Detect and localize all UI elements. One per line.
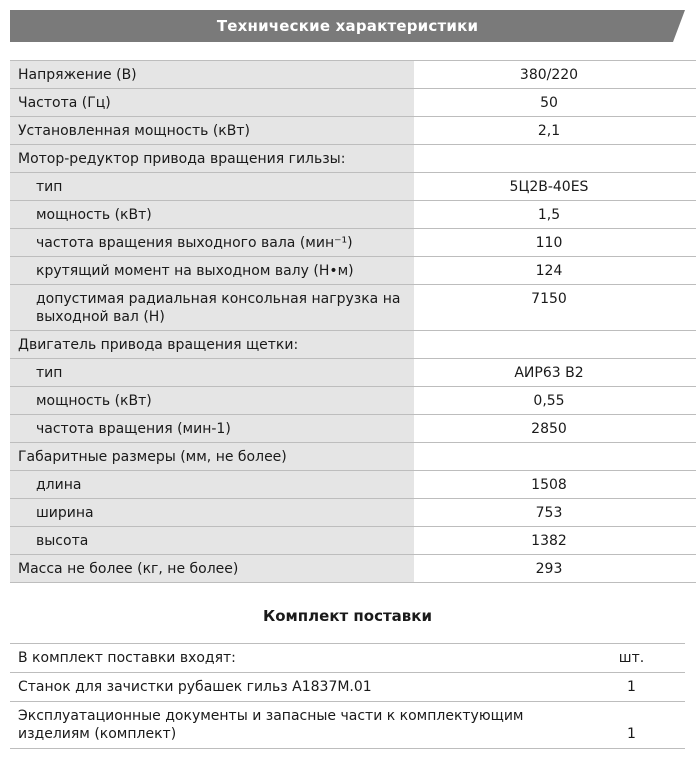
- kit-row: [10, 673, 685, 702]
- spec-label: частота вращения (мин-1): [10, 415, 414, 443]
- kit-header-qty: шт.: [578, 644, 685, 673]
- spec-row: [10, 89, 696, 117]
- spec-value: 110: [414, 229, 696, 257]
- spec-value: [414, 145, 696, 173]
- spec-value: 293: [414, 555, 696, 583]
- spec-value: [414, 331, 696, 359]
- spec-label: допустимая радиальная консольная нагрузка на выходной вал (Н): [10, 285, 414, 331]
- spec-row: [10, 173, 696, 201]
- kit-header-row: [10, 644, 685, 673]
- spec-label: частота вращения выходного вала (мин⁻¹): [10, 229, 414, 257]
- spec-label: высота: [10, 527, 414, 555]
- spec-label: длина: [10, 471, 414, 499]
- spec-value: 1382: [414, 527, 696, 555]
- spec-label: Установленная мощность (кВт): [10, 117, 414, 145]
- spec-row: [10, 229, 696, 257]
- kit-item-label: Станок для зачистки рубашек гильз А1837М.01: [10, 673, 578, 702]
- spec-value: 753: [414, 499, 696, 527]
- spec-label: Мотор-редуктор привода вращения гильзы:: [10, 145, 414, 173]
- spec-value: 7150: [414, 285, 696, 331]
- kit-item-qty: 1: [578, 673, 685, 702]
- spec-value: 2,1: [414, 117, 696, 145]
- spec-row: [10, 61, 696, 89]
- spec-row: [10, 285, 696, 331]
- spec-label: мощность (кВт): [10, 387, 414, 415]
- spec-value: 1,5: [414, 201, 696, 229]
- spec-row: [10, 555, 696, 583]
- spec-value: 380/220: [414, 61, 696, 89]
- spec-label: Напряжение (В): [10, 61, 414, 89]
- spec-value: 1508: [414, 471, 696, 499]
- spec-row: [10, 201, 696, 229]
- spec-value: 50: [414, 89, 696, 117]
- spec-label: крутящий момент на выходном валу (Н•м): [10, 257, 414, 285]
- specs-table: [10, 60, 696, 583]
- section-title: Технические характеристики: [216, 17, 479, 35]
- kit-table: [10, 643, 685, 749]
- spec-value: [414, 443, 696, 471]
- spec-value: 5Ц2В-40ES: [414, 173, 696, 201]
- kit-header-label: В комплект поставки входят:: [10, 644, 578, 673]
- spec-row: [10, 331, 696, 359]
- spec-row: [10, 443, 696, 471]
- spec-row: [10, 145, 696, 173]
- kit-title: Комплект поставки: [262, 607, 432, 625]
- spec-label: Двигатель привода вращения щетки:: [10, 331, 414, 359]
- spec-value: 124: [414, 257, 696, 285]
- spec-label: тип: [10, 359, 414, 387]
- kit-row: [10, 702, 685, 749]
- kit-item-label: Эксплуатационные документы и запасные части к комплектующим изделиям (комплект): [10, 702, 578, 749]
- spec-row: [10, 471, 696, 499]
- spec-row: [10, 415, 696, 443]
- spec-value: 2850: [414, 415, 696, 443]
- spec-row: [10, 387, 696, 415]
- spec-label: мощность (кВт): [10, 201, 414, 229]
- spec-row: [10, 527, 696, 555]
- spec-label: ширина: [10, 499, 414, 527]
- spec-label: Габаритные размеры (мм, не более): [10, 443, 414, 471]
- kit-item-qty: 1: [578, 702, 685, 749]
- section-header-banner: [10, 10, 685, 42]
- spec-value: АИР63 В2: [414, 359, 696, 387]
- spec-row: [10, 499, 696, 527]
- spec-label: Частота (Гц): [10, 89, 414, 117]
- spec-row: [10, 257, 696, 285]
- spec-label: Масса не более (кг, не более): [10, 555, 414, 583]
- spec-label: тип: [10, 173, 414, 201]
- spec-value: 0,55: [414, 387, 696, 415]
- spec-row: [10, 359, 696, 387]
- spec-row: [10, 117, 696, 145]
